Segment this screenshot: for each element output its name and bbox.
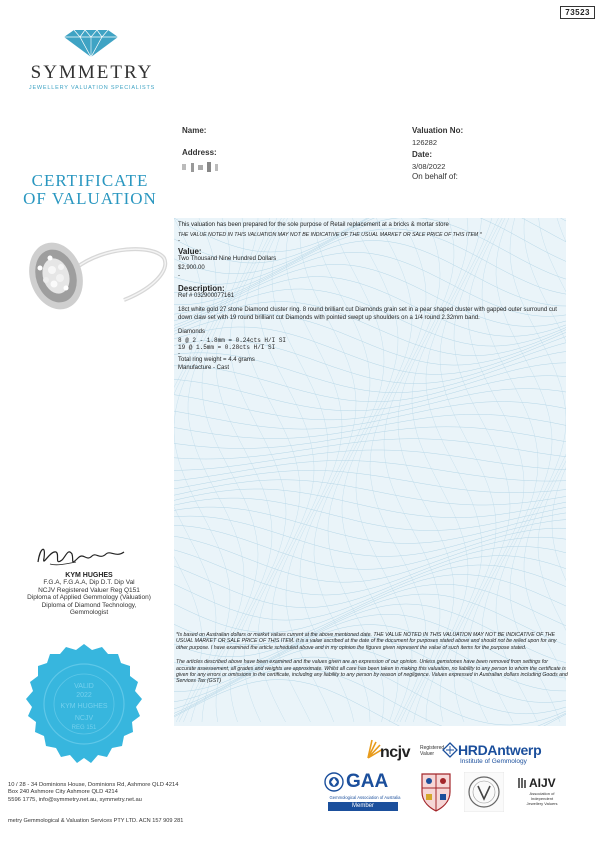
hrd-diamond-icon — [442, 742, 458, 758]
footer-address-1: 10 / 28 - 34 Dominions House, Dominions Rd, Ashmore QLD 4214 — [8, 782, 179, 788]
diamond-line-1: 8 @ 2 - 1.8mm = 0.24cts H/I SI — [178, 336, 287, 344]
hrd-subtitle: Institute of Gemmology — [460, 758, 527, 765]
valuer-qual-3: Diploma of Applied Gemmology (Valuation) — [27, 594, 151, 602]
aijv-mark-icon — [518, 777, 528, 789]
address-label: Address: — [182, 148, 217, 157]
redaction-mark — [182, 162, 228, 174]
value-warning: THE VALUE NOTED IN THIS VALUATION MAY NOT BE INDICATIVE OF THE USUAL MARKET OR SALE PRICE OF THIS ITEM * — [178, 231, 482, 238]
valuer-qual-1: F.G.A, F.G.A.A, Dip D.T. Dip Val — [43, 579, 135, 586]
hrd-text: HRDAntwerp — [458, 742, 542, 758]
seal-holder: KYM HUGHES — [60, 703, 108, 710]
ncjv-logo — [366, 738, 446, 762]
reference-number: Ref # 032900077161 — [178, 292, 235, 299]
value-in-words: Two Thousand Nine Hundred Dollars — [178, 255, 277, 262]
valuer-qual-4: Diploma of Diamond Technology, — [41, 601, 137, 609]
gaa-subtitle: Gemmological Association of Australia — [329, 795, 401, 800]
ncjv-subtitle — [420, 745, 444, 757]
diamond-logo-icon — [60, 28, 122, 58]
valuer-seal — [14, 636, 154, 772]
seal-member: NCJV — [74, 715, 94, 722]
gaa-text: GAA — [346, 771, 389, 792]
date-label: Date: — [412, 150, 433, 159]
gaa-emblem-icon — [324, 772, 344, 792]
footer-company: metry Gemmological & Valuation Services PTY LTD. ACN 157 909 281 — [8, 818, 184, 824]
footer-address — [8, 782, 268, 804]
redacted-address — [182, 161, 228, 173]
seal-reg: REG 151 — [71, 725, 97, 731]
value-heading: Value: — [178, 246, 202, 256]
diamond-line-2: 19 @ 1.5mm = 0.28cts H/I SI — [178, 344, 276, 352]
valuer-qual-5: Gemmologist — [69, 609, 109, 617]
valuation-body — [178, 222, 562, 372]
certificate-title-line2: OF VALUATION — [23, 189, 157, 208]
aijv-text: AIJV — [529, 776, 556, 790]
valuation-no-label: Valuation No: — [412, 126, 464, 135]
aijv-subtitle — [520, 791, 564, 806]
separator-dash: - — [178, 272, 180, 279]
value-amount: $2,900.00 — [178, 265, 205, 272]
seal-year: 2022 — [76, 692, 92, 699]
valuer-badge-icon — [464, 772, 504, 812]
gaa-logo — [320, 770, 420, 816]
diamonds-heading: Diamonds — [178, 329, 206, 336]
ncjv-text: ncjv — [380, 744, 411, 761]
aijv-sub-3: Jewellery Valuers — [526, 801, 558, 806]
valuation-no: 126282 — [412, 138, 438, 147]
brand-tagline: JEWELLERY VALUATION SPECIALISTS — [28, 85, 156, 91]
ring-photo — [14, 218, 172, 328]
date-value: 3/08/2022 — [412, 162, 446, 171]
description-heading: Description: — [178, 283, 225, 293]
valuer-name: KYM HUGHES — [65, 572, 113, 579]
gaa-member-badge: Member — [328, 802, 398, 811]
certificate-number: 73523 — [560, 6, 595, 19]
footer-address-2: Box 240 Ashmore City Ashmore QLD 4214 — [8, 789, 118, 796]
seal-valid: VALID — [74, 683, 94, 690]
on-behalf-label: On behalf of: — [412, 172, 458, 181]
ncjv-sub-2: Valuer — [420, 751, 435, 757]
separator-dash: - — [178, 237, 180, 244]
footer-contact: 5596 1775, info@symmetry.net.au, symmetry.net.au — [8, 796, 142, 803]
item-description: 18ct white gold 27 stone Diamond cluster ring. 8 round brilliant cut Diamonds grain set in a pear shaped cluster with gapped outer surround cut down claw set with 19 round brilliant cut Diamonds with pointed swept up shoulders on a 1/4 round 2.32mm band. — [178, 307, 557, 321]
disclaimer — [176, 632, 568, 685]
purpose-statement: This valuation has been prepared for the sole purpose of Retail replacement at a bricks & mortar store — [178, 222, 449, 228]
aijv-sub-1: Association of — [529, 791, 555, 796]
name-label: Name: — [182, 126, 207, 135]
separator-dash: - — [178, 351, 180, 358]
brand-name: SYMMETRY — [30, 62, 154, 83]
aijv-logo — [516, 776, 566, 816]
certificate-title — [10, 172, 170, 208]
aijv-sub-2: Independent — [530, 796, 554, 801]
ncjv-sub-1: Registered — [420, 745, 445, 751]
disclaimer-para-2: The articles described above have been examined and the values given are an expression of our opinion. Unless gemstones have been removed from settings for accurate assessement, all grades and weights are approximate. Whilst all care has been taken in making this valuation, no liability to any person to whom the certificate is given for any errors or omissions in the certificate, including any liability to any person by reason of negligence. Values expressed in Australian dollars including Goods and Services Tax (GST) — [176, 659, 568, 685]
disclaimer-para-1: *Is based on Australian dollars or market values current at the above mentioned date. THE VALUE NOTED IN THIS VALUATION MAY NOT BE INDICATIVE OF THE USUAL MARKET OR SALE PRICE OF THIS ITEM. It is a value ascribed at the date of the document for purposes stated above and should not be relied upon for any other purpose. I have examined the article scheduled above and in my opinion the figures given represent the value of such items for the purpose stated. — [176, 632, 557, 651]
manufacture-method: Manufacture - Cast — [178, 364, 230, 371]
hrd-logo — [442, 742, 562, 768]
certificate-title-line1: CERTIFICATE — [31, 171, 149, 190]
valuer-credentials — [14, 572, 164, 617]
crest-icon — [416, 770, 456, 814]
ring-weight: Total ring weight = 4.4 grams — [178, 357, 255, 364]
valuer-signature — [30, 540, 130, 570]
valuer-qual-2: NCJV Registered Valuer Reg Q151 — [38, 586, 140, 594]
